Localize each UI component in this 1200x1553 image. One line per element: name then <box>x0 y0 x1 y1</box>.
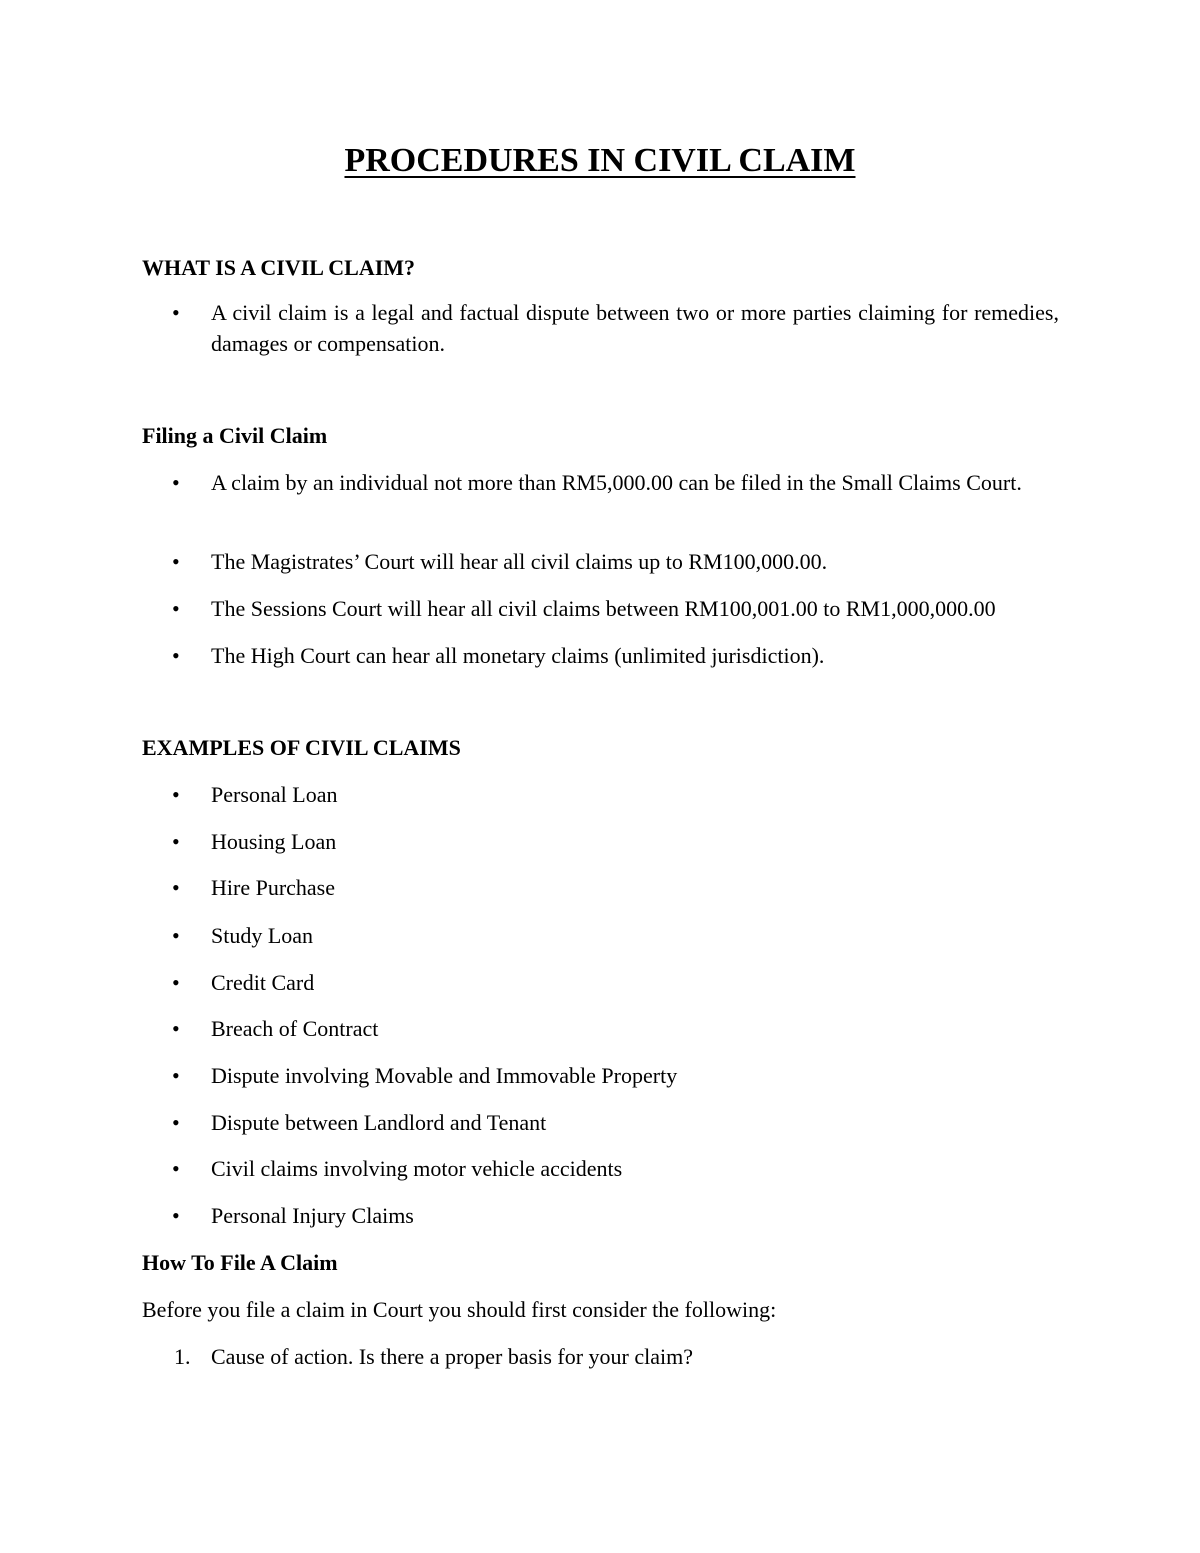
list-item-text: The Sessions Court will hear all civil claims between RM100,001.00 to RM1,000,000.00 <box>211 596 996 621</box>
list-item-text: The High Court can hear all monetary claims (unlimited jurisdiction). <box>211 643 825 668</box>
section-heading-how-to-file: How To File A Claim <box>142 1250 338 1275</box>
list-item-text: The Magistrates’ Court will hear all civil claims up to RM100,000.00. <box>211 549 828 574</box>
list-item-text: A claim by an individual not more than RM5,000.00 can be filed in the Small Claims Court. <box>211 470 1022 495</box>
bullet-icon: • <box>172 1110 180 1135</box>
list-item-text: Dispute between Landlord and Tenant <box>211 1110 547 1135</box>
list-item-text: Personal Loan <box>211 782 338 807</box>
bullet-icon: • <box>172 829 180 854</box>
bullet-icon: • <box>172 596 180 621</box>
list-item-text: Breach of Contract <box>211 1016 379 1041</box>
bullet-icon: • <box>172 643 180 668</box>
bullet-icon: • <box>172 1156 180 1181</box>
page-title: PROCEDURES IN CIVIL CLAIM <box>344 142 856 179</box>
list-item-text: Study Loan <box>211 923 314 948</box>
list-number: 1. <box>174 1344 191 1369</box>
bullet-icon: • <box>172 875 180 900</box>
bullet-icon: • <box>172 1203 180 1228</box>
bullet-icon: • <box>172 1063 180 1088</box>
list-item-text: Dispute involving Movable and Immovable Property <box>211 1063 678 1088</box>
section-heading-what-is-civil-claim: WHAT IS A CIVIL CLAIM? <box>142 255 416 280</box>
list-item-text: Housing Loan <box>211 829 337 854</box>
intro-paragraph: Before you file a claim in Court you should first consider the following: <box>142 1297 777 1322</box>
bullet-icon: • <box>172 782 180 807</box>
list-item-text: A civil claim is a legal and factual dispute between two or more parties claiming for remedies, damages or compensation. <box>211 300 1059 356</box>
list-item-text: Credit Card <box>211 970 315 995</box>
bullet-icon: • <box>172 549 180 574</box>
list-item-text: Civil claims involving motor vehicle accidents <box>211 1156 623 1181</box>
bullet-icon: • <box>172 300 180 325</box>
list-item-text: Personal Injury Claims <box>211 1203 414 1228</box>
section-heading-examples: EXAMPLES OF CIVIL CLAIMS <box>142 735 461 760</box>
list-item-text: Hire Purchase <box>211 875 336 900</box>
bullet-icon: • <box>172 970 180 995</box>
bullet-icon: • <box>172 470 180 495</box>
list-item-text: Cause of action. Is there a proper basis for your claim? <box>211 1344 693 1369</box>
bullet-icon: • <box>172 1016 180 1041</box>
bullet-icon: • <box>172 923 180 948</box>
section-heading-filing-civil-claim: Filing a Civil Claim <box>142 423 328 448</box>
